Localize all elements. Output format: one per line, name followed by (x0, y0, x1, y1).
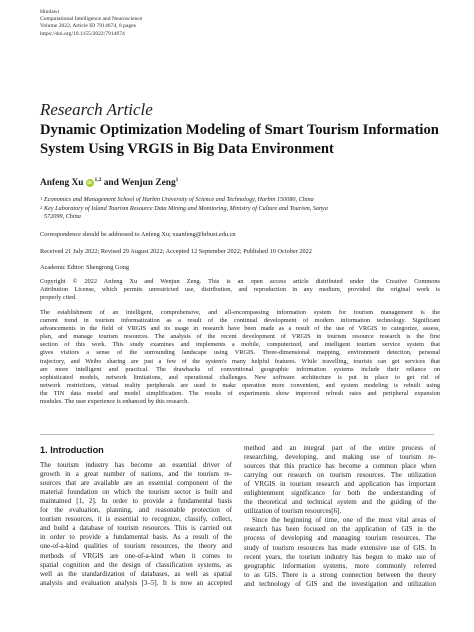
author-conjunction: and (101, 178, 122, 188)
abstract-line: gives visitors a sense of the surrounding landscape using VRGIS. Three-dimensional mapping, environment detection, personal (40, 349, 440, 357)
abstract-line: network restrictions, virtual reality peripherals are used to make operation more convenient, and system modeling is rebuilt using (40, 381, 440, 389)
author-name: Anfeng Xu (40, 178, 84, 188)
body-line: and build a database of tourism resources. This is carried out (40, 524, 232, 533)
copyright-line: Copyright © 2022 Anfeng Xu and Wenjun Zeng. This is an open access article distributed under the Creative Commons (40, 278, 440, 285)
abstract-line: modules. The user experience is enhanced by this research. (40, 398, 189, 406)
section-heading: 1. Introduction (40, 445, 104, 455)
copyright-line: properly cited. (40, 294, 77, 302)
body-line: researching, developing, and making use of tourism re- (244, 453, 436, 462)
body-line: well as the standardization of databases, as well as spatial (40, 569, 232, 578)
abstract-line: advancements in the field of VRGIS and its usage in research have been made as a result of the use of VRGIS to categorize, assess, (40, 325, 440, 333)
orcid-icon[interactable]: iD (87, 180, 92, 185)
journal-masthead (40, 9, 142, 38)
abstract-line: plan, and manage tourism resources. The analysis of the recent development of VRGIS in tourism resource research is the first (40, 333, 440, 341)
abstract-line: the TIN data model and model simplification. The results of experiments show improved refresh rates and peripheral expansion (40, 389, 440, 397)
abstract-line: current trend in tourism informatization as a result of the continual development of modern information technology. Significant (40, 317, 440, 325)
affiliation-text: Economics and Management School of Harbin University of Science and Technology, Harbin 150080, China (44, 196, 314, 203)
title-line: Dynamic Optimization Modeling of Smart Tourism Information (40, 122, 439, 138)
body-line: Since the beginning of time, one of the most vital areas of (252, 516, 436, 525)
article-type: Research Article (40, 100, 153, 119)
body-line: maintained [1, 2]. In order to provide a fundamental basis (40, 497, 232, 506)
body-line: The tourism industry has become an essential driver of (40, 461, 232, 470)
author-list (40, 178, 178, 188)
body-line: research has been focused on the application of GIS in the (244, 525, 436, 534)
body-line: sources that this practice has become a common place when (244, 462, 436, 471)
affiliation-text: 572099, China (44, 213, 81, 220)
intro-right-column (244, 444, 436, 589)
publication-dates: Received 21 July 2022; Revised 29 August 2022; Accepted 12 September 2022; Published 10 October 2022 (40, 248, 312, 255)
body-line: one-of-a-kind qualities of tourism resources, the theory and (40, 542, 232, 551)
body-line: growth in a great number of nations, and the tourism re- (40, 470, 232, 479)
body-line: analysis and evaluation analysis [3–5]. It is now an accepted (40, 578, 232, 587)
copyright-notice (40, 278, 440, 303)
intro-left-column (40, 446, 232, 588)
body-line: process of developing and managing tourism resources. The (244, 534, 436, 543)
body-line: recent years, the tourism industry has begun to make use of (244, 552, 436, 561)
body-line: in order to provide a fundamental basis. As a result of the (40, 533, 232, 542)
body-line: method and an integral part of the entire process of (244, 444, 436, 452)
volume-info: Volume 2022, Article ID 7914674, 8 pages (40, 23, 136, 30)
body-line: sources that are available are an essential component of the (40, 479, 232, 488)
body-line: utilization of tourism resources[6]. (244, 507, 342, 516)
body-line: tourism resources, it is essential to recognize, classify, collect, (40, 515, 232, 524)
affiliation-item (40, 205, 440, 214)
author-affiliation-marker: 1 (175, 177, 179, 183)
body-line: and technology of GIS and the investigation and utilization (244, 579, 436, 588)
abstract-line: section of this work. This study examines and implements a mobile, computerized, and intelligent tourism service system that (40, 341, 440, 349)
author-name: Wenjun Zeng (121, 178, 176, 188)
body-line: enlightenment significance for both the understanding of (244, 489, 436, 498)
correspondence-line: Correspondence should be addressed to Anfeng Xu; xuanfeng@hrbust.edu.cn (40, 231, 236, 238)
article-title (40, 121, 440, 158)
journal-name: Computational Intelligence and Neuroscience (40, 16, 143, 23)
title-line: System Using VRGIS in Big Data Environment (40, 140, 334, 157)
affiliation-item (40, 196, 440, 205)
abstract (40, 309, 440, 406)
abstract-line: trajectory, and Weibo sharing are just a few of the system's many helpful features. While travelling, tourists can get services that (40, 357, 440, 365)
body-line: to as GIS. There is a strong connection between the theory (244, 570, 436, 579)
body-line: study of tourism resources has made extensive use of GIS. In (244, 543, 436, 552)
abstract-line: The establishment of an intelligent, comprehensive, and all-encompassing information system for tourism management is the (40, 309, 440, 316)
body-line: the theoretical and technical system and the guiding of the (244, 498, 436, 507)
publisher-name: Hindawi (40, 9, 60, 15)
affiliation-text: Key Laboratory of Island Tourism Resource Data Mining and Monitoring, Ministry of Culture and Tourism, Sanya (44, 204, 328, 212)
body-line: spatial cognition and the design of classification systems, as (40, 560, 232, 569)
affiliation-number: 1 (40, 196, 43, 201)
affiliation-number: 2 (40, 204, 43, 210)
doi-link[interactable]: https://doi.org/10.1155/2022/7914674 (40, 30, 125, 37)
copyright-line: Attribution License, which permits unrestricted use, distribution, and reproduction in any medium, provided the original work is (40, 286, 440, 294)
body-line: material foundation on which the tourism sector is built and (40, 488, 232, 497)
author-affiliation-marker: 1,2 (94, 177, 102, 183)
section-divider (40, 434, 434, 435)
body-line: methods of VRGIS are one-of-a-kind when it comes to (40, 551, 232, 560)
abstract-line: sophisticated models, network limitations, and operational challenges. New software architecture is put in place to get rid of (40, 373, 440, 381)
body-line: of VRGIS in tourism research and application has important (244, 480, 436, 489)
abstract-line: are more intelligent and practical. The drawbacks of conventional geographic information systems include their reliance on (40, 365, 440, 373)
body-line: geographic information systems, more commonly referred (244, 561, 436, 570)
body-line: carrying out research on tourism resources. The utilization (244, 471, 436, 480)
affiliations (40, 196, 440, 222)
body-line: for the evaluation, planning, and reasonable protection of (40, 506, 232, 515)
academic-editor: Academic Editor: Shengrong Gong (40, 264, 130, 271)
